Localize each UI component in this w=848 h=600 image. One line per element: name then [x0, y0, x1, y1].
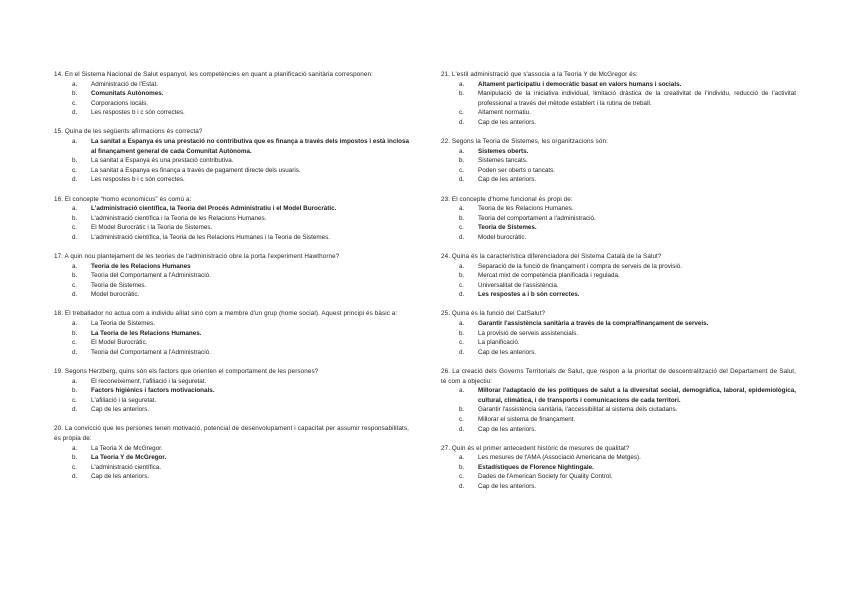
option-text: L'administració científica i la Teoria de les Relacions Humanes.	[91, 214, 267, 222]
option	[441, 453, 796, 463]
question	[54, 70, 409, 118]
question-text: 14. En el Sistema Nacional de Salut espanyol, les competències en quant a planificació sanitària corresponen:	[54, 71, 373, 78]
option-letter: a.	[72, 377, 78, 385]
option	[54, 444, 409, 454]
option-text: Millorar el sistema de finançament.	[478, 415, 576, 423]
option-text: L'administració científica.	[91, 463, 162, 471]
options-list	[54, 80, 409, 118]
option-text: Estadístiques de Florence Nightingale.	[478, 463, 594, 471]
question	[54, 424, 409, 482]
left-column	[54, 70, 409, 491]
options-list	[441, 204, 796, 242]
option-text: Millorar l'adaptació de les polítiques de salut a la diversitat social, demogràfica, laboral, epidemiològica, cultural, climàtica, i de transports i comunicacions de cada territori.	[478, 387, 796, 404]
option-letter: a.	[72, 262, 78, 270]
option	[54, 348, 409, 358]
option-text: La Teoria X de McGregor.	[91, 444, 163, 452]
options-list	[441, 319, 796, 357]
question-text: 27. Quin és el primer antecedent històric de mesures de qualitat?	[441, 444, 630, 452]
options-list	[441, 80, 796, 128]
option	[441, 472, 796, 482]
option-letter: c.	[459, 281, 464, 289]
option-text: Cap de les anteriors.	[478, 118, 537, 126]
option	[54, 80, 409, 90]
option	[54, 405, 409, 415]
option-letter: b.	[72, 387, 78, 395]
option-letter: d.	[459, 291, 465, 299]
option-letter: c.	[72, 166, 77, 174]
option-text: La sanitat a Espanya és una prestació contributiva.	[91, 157, 234, 165]
options-list	[54, 204, 409, 242]
option-letter: d.	[72, 348, 78, 356]
option	[54, 463, 409, 473]
question-text: 18. El treballador no actua com a individu aïllat sinó com a membre d'un grup (home social). Aquest principi és bàsic a:	[54, 310, 398, 318]
option	[441, 204, 796, 214]
option	[54, 214, 409, 224]
option	[441, 329, 796, 339]
option	[441, 338, 796, 348]
question-text: 23. El concepte d'home funcional és propi de:	[441, 195, 573, 203]
option	[54, 175, 409, 185]
option-text: Manipulació de la iniciativa individual, limitació dràstica de la creativitat de l'individu, reducció de l'activitat professional a través del mètode establert i la rutina de treball.	[478, 90, 796, 107]
option-letter: a.	[459, 205, 465, 213]
option-letter: a.	[72, 444, 78, 452]
option-correct	[54, 89, 409, 99]
option-text: Teoria del Comportament a l'Administració.	[91, 272, 211, 280]
option-text: Les respostes b i c són correctes.	[91, 176, 185, 184]
option-text: La planificació.	[478, 339, 520, 347]
question-text: 19. Segons Herzberg, quins són els factors que orienten el comportament de les persones?	[54, 367, 319, 375]
option-correct	[54, 329, 409, 339]
option-letter: a.	[459, 147, 465, 155]
option-letter: b.	[459, 90, 465, 98]
option-text: La Teoria Y de McGregor.	[91, 454, 167, 462]
option-letter: c.	[459, 224, 464, 232]
option-letter: d.	[459, 425, 465, 433]
option-text: Teoria del Comportament a l'Administració.	[91, 348, 211, 356]
options-list	[441, 453, 796, 491]
option-text: La sanitat a Espanya és una prestació no contributiva que es finança a través dels impostos i està inclosa al finançament general de cada Comunitat Autònoma.	[91, 138, 409, 155]
option	[441, 281, 796, 291]
option-letter: b.	[459, 157, 465, 165]
option-text: Garantir l'assistència sanitària, l'accessibilitat al sistema dels ciutadans.	[478, 406, 678, 414]
option	[441, 405, 796, 415]
option	[54, 377, 409, 387]
option	[54, 166, 409, 176]
option	[441, 271, 796, 281]
option-letter: b.	[72, 329, 78, 337]
option-text: Cap de les anteriors.	[478, 176, 537, 184]
option-text: Dades de l'American Society for Quality Control.	[478, 473, 613, 481]
option-text: Model burocràtic.	[91, 291, 140, 299]
option-correct	[441, 80, 796, 90]
option-text: Mercat mixt de competència planificada i regulada.	[478, 272, 620, 280]
option-letter: c.	[459, 339, 464, 347]
option-letter: c.	[459, 415, 464, 423]
option-text: Altament normatiu.	[478, 109, 531, 117]
option	[441, 156, 796, 166]
option-text: Teoria de Sistemes.	[91, 281, 147, 289]
option-text: Teoria de Sistemes.	[478, 224, 537, 232]
option-letter: c.	[72, 339, 77, 347]
question-text: 15. Quina de les següents afirmacions és correcta?	[54, 128, 203, 136]
option-letter: d.	[459, 482, 465, 490]
option-text: La sanitat a Espanya es finança a través de pagament directe dels usuaris.	[91, 166, 301, 174]
option-text: Les mesures de l'AMA (Associació Americana de Metges).	[478, 454, 641, 462]
option-letter: b.	[459, 329, 465, 337]
option-letter: b.	[72, 272, 78, 280]
option-text: El Model Burocràtic i la Teoria de Sistemes.	[91, 224, 213, 232]
option	[441, 214, 796, 224]
option	[441, 425, 796, 435]
option-text: Teoria del comportament a l'administració.	[478, 214, 596, 222]
option-letter: d.	[459, 233, 465, 241]
option-letter: a.	[459, 454, 465, 462]
option	[54, 338, 409, 348]
question-text: 20. La convicció que les persones tenen motivació, potencial de desenvolupament i capacitat per assumir responsabilitats, és pròpia de:	[54, 425, 409, 442]
option	[54, 223, 409, 233]
option-letter: d.	[459, 118, 465, 126]
option-text: Cap de les anteriors.	[478, 425, 537, 433]
option-correct	[441, 319, 796, 329]
option	[54, 319, 409, 329]
option	[441, 118, 796, 128]
option-letter: d.	[72, 473, 78, 481]
option-letter: d.	[72, 176, 78, 184]
option	[54, 233, 409, 243]
option	[54, 281, 409, 291]
option-text: Les respostes b i c són correctes.	[91, 109, 185, 117]
option-correct	[54, 386, 409, 396]
option	[441, 175, 796, 185]
option-text: El reconeixement, l'afiliació i la seguretat.	[91, 377, 207, 385]
option-correct	[441, 290, 796, 300]
option-text: Administració de l'Estat.	[91, 80, 158, 88]
option	[441, 108, 796, 118]
question-text: 25. Quina és la funció del CatSalut?	[441, 310, 546, 318]
question	[54, 127, 409, 185]
option-correct	[54, 453, 409, 463]
option	[441, 233, 796, 243]
option-correct	[441, 463, 796, 473]
option-text: La provisió de serveis assistencials.	[478, 329, 579, 337]
option-letter: d.	[72, 109, 78, 117]
option-letter: a.	[459, 80, 465, 88]
option-letter: c.	[459, 473, 464, 481]
option-letter: b.	[72, 214, 78, 222]
question-text: 26. La creació dels Governs Territorials de Salut, que respon a la prioritat de descentralització del Departament de Salut, té com a objectiu:	[441, 367, 796, 385]
option-letter: c.	[72, 396, 77, 404]
option-correct	[54, 204, 409, 214]
option-text: Teoria de les Relacions Humanes	[91, 262, 191, 270]
option-text: L'administració científica, la Teoria del Procés Administratiu i el Model Burocràtic.	[91, 205, 337, 213]
option-text: L'afiliació i la seguretat.	[91, 396, 157, 404]
option-text: Corporacions locals.	[91, 99, 149, 107]
option-letter: a.	[72, 205, 78, 213]
option	[54, 396, 409, 406]
option-letter: a.	[459, 320, 465, 328]
question-text: 16. El concepte “homo economicus” és comú a:	[54, 195, 192, 203]
option-text: Cap de les anteriors.	[478, 348, 537, 356]
option-correct	[54, 262, 409, 272]
option-text: Sistemes oberts.	[478, 147, 529, 155]
option-letter: c.	[459, 109, 464, 117]
options-list	[54, 444, 409, 482]
option-letter: a.	[72, 320, 78, 328]
option-text: Universalitat de l'assistència.	[478, 281, 559, 289]
option-text: La Teoria de Sistemes.	[91, 320, 155, 328]
option-text: Cap de les anteriors.	[91, 473, 150, 481]
option	[54, 108, 409, 118]
option-letter: c.	[72, 281, 77, 289]
option-letter: b.	[72, 157, 78, 165]
option-letter: d.	[72, 233, 78, 241]
option-text: La Teoria de les Relacions Humanes.	[91, 329, 202, 337]
option-letter: b.	[459, 214, 465, 222]
option-letter: a.	[459, 387, 465, 395]
options-list	[441, 147, 796, 185]
question	[441, 309, 796, 357]
options-list	[441, 262, 796, 300]
question	[441, 137, 796, 185]
option-text: Separació de la funció de finançament i compra de serveis de la provisió.	[478, 262, 683, 270]
option-text: Cap de les anteriors.	[478, 482, 537, 490]
question-text: 24. Quina és la característica diferenciadora del Sistema Català de la Salut?	[441, 253, 662, 260]
option-letter: a.	[72, 80, 78, 88]
option-text: Factors higiènics i factors motivacionals.	[91, 387, 215, 395]
options-list	[54, 377, 409, 415]
question	[54, 309, 409, 357]
option	[441, 89, 796, 108]
option-letter: d.	[72, 291, 78, 299]
option-text: Les respostes a i b són correctes.	[478, 291, 580, 299]
option-letter: d.	[459, 348, 465, 356]
option-letter: b.	[72, 454, 78, 462]
question	[441, 70, 796, 128]
question	[441, 252, 796, 300]
option-correct	[441, 147, 796, 157]
question	[54, 195, 409, 243]
option-letter: b.	[72, 90, 78, 98]
option-correct	[441, 223, 796, 233]
option	[54, 472, 409, 482]
question-text: 21. L'estil administració que s'associa a la Teoria Y de McGregor és:	[441, 71, 638, 78]
question-text: 22. Segons la Teoria de Sistemes, les organitzacions són:	[441, 138, 608, 146]
options-list	[54, 137, 409, 185]
option-letter: b.	[459, 406, 465, 414]
question	[54, 252, 409, 300]
option-correct	[441, 386, 796, 405]
option	[441, 262, 796, 272]
option-letter: a.	[72, 138, 78, 146]
right-column	[441, 70, 796, 501]
question-text: 17. A quin nou plantejament de les teories de l'administració obre la porta l'experiment Hawthorne?	[54, 253, 340, 260]
option-text: Garantir l'assistència sanitària a través de la compra/finançament de serveis.	[478, 320, 709, 328]
option-text: Model burocràtic.	[478, 233, 527, 241]
option-letter: b.	[459, 463, 465, 471]
options-list	[441, 386, 796, 434]
option-letter: b.	[459, 272, 465, 280]
option-text: Poden ser oberts o tancats.	[478, 166, 556, 174]
option-letter: d.	[459, 176, 465, 184]
option-letter: c.	[459, 166, 464, 174]
option-text: Comunitats Autònomes.	[91, 90, 164, 98]
option-text: Cap de les anteriors.	[91, 406, 150, 414]
option	[54, 290, 409, 300]
question	[54, 367, 409, 415]
option-text: Altament participatiu i democràtic basat en valors humans i socials.	[478, 80, 682, 88]
options-list	[54, 262, 409, 300]
option	[441, 166, 796, 176]
option	[54, 99, 409, 109]
option-text: Sistemes tancats.	[478, 157, 528, 165]
option-letter: d.	[72, 406, 78, 414]
option-letter: c.	[72, 224, 77, 232]
question	[441, 195, 796, 243]
option	[54, 156, 409, 166]
option-letter: c.	[72, 463, 77, 471]
option-text: Teoria de les Relacions Humanes.	[478, 205, 574, 213]
option	[441, 415, 796, 425]
options-list	[54, 319, 409, 357]
option-text: El Model Burocràtic.	[91, 339, 148, 347]
question	[441, 444, 796, 492]
option	[441, 482, 796, 492]
option	[441, 348, 796, 358]
option-letter: a.	[459, 262, 465, 270]
option-letter: c.	[72, 99, 77, 107]
option-text: L'administració científica, la Teoria de les Relacions Humanes i la Teoria de Sistemes.	[91, 233, 330, 241]
option-correct	[54, 137, 409, 156]
question	[441, 367, 796, 434]
option	[54, 271, 409, 281]
